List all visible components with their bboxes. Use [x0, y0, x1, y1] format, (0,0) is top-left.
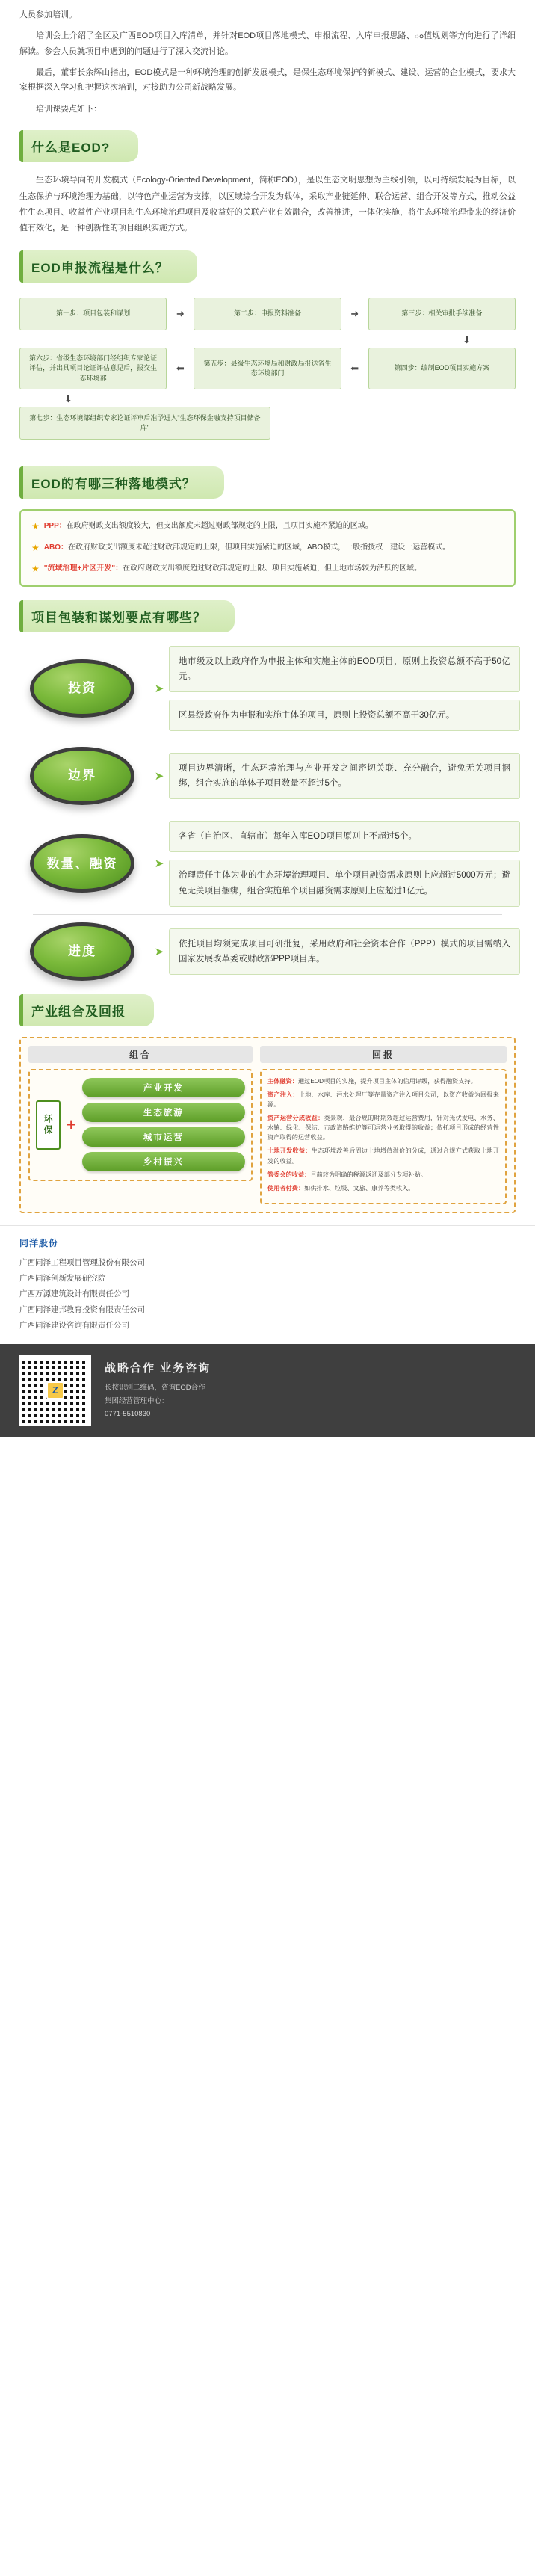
return-item [268, 1090, 499, 1109]
divider [33, 914, 502, 915]
industry-pill: 产业开发 [82, 1078, 245, 1097]
flow-step-1: 第一步：项目包装和谋划 [19, 298, 167, 330]
package-box: 区县级政府作为申报和实施主体的项目，原则上投资总额不高于30亿元。 [169, 700, 520, 731]
return-item-key: 资产注入： [268, 1091, 299, 1098]
intro-block [0, 0, 535, 117]
package-group-boundary [15, 747, 520, 805]
package-group-progress [15, 922, 520, 981]
section-heading-modes [0, 466, 535, 499]
return-item-key: 管委会的收益： [268, 1171, 311, 1178]
flow-arrow-right-icon: ➜ [176, 307, 185, 319]
mode-tag-abo: ABO： [43, 543, 68, 552]
plus-icon: + [67, 1115, 76, 1134]
company-item: 广西同泽工程项目管理股份有限公司 [19, 1257, 145, 1267]
intro-paragraph-1: 最后，董事长余辉山指出，EOD模式是一种环境治理的创新发展模式，是保生态环境保护的新模式、建设、运营的企业模式，要求大家根据深入学习和把握这次培训，对接助力公司新战略发展。 [19, 68, 516, 93]
contact-bar [0, 1344, 535, 1437]
what-is-eod-paragraph-0: 生态环境导向的开发模式（Ecology-Oriented Development，简称EOD），是以生态文明思想为主线引领，以可持续发展为目标，以生态保护与环境治理为基础，以特色产业运营为支撑，以区域综合开发为载体，采取产业链延伸、联合运营、组合开发等方式，推动公益性生态项目、收益性产业项目和生态环境治理项目及收益好的关联产业有效融合，改善推进，一体化实施，将生态环境治理带来的经济价值有效化，是一种创新性的项目组织实施方式。 [19, 176, 516, 233]
industry-pill: 乡村振兴 [82, 1152, 245, 1171]
return-item-key: 资产运营分成收益： [268, 1115, 324, 1121]
mode-text-ppp [44, 520, 373, 534]
flow-arrow-down-icon: ⬇ [463, 333, 471, 345]
footer-brand: 同洋股份 [0, 1225, 535, 1252]
return-item [268, 1183, 499, 1193]
flow-step-2: 第二步：申报资料准备 [194, 298, 341, 330]
return-item-key: 土地开发收益： [268, 1147, 312, 1155]
flow-arrow-right-icon: ➜ [350, 307, 359, 319]
company-item: 广西同泽建邦教育投资有限责任公司 [19, 1304, 145, 1314]
contact-line: 集团经营管理中心： [105, 1396, 169, 1405]
flow-step-4: 第四步：编制EOD项目实施方案 [368, 348, 516, 390]
package-label-wrap-quantity [15, 834, 149, 893]
mode-item-abo [31, 541, 504, 555]
industry-diagram [19, 1037, 516, 1213]
return-item-text: 土地、水库、污水处理厂等存量资产注入项目公司，以资产收益为回报来源。 [268, 1091, 499, 1108]
flow-arrow-left-icon: ⬅ [176, 363, 185, 375]
mode-text-basin [44, 562, 421, 576]
industry-combo-inner [28, 1069, 253, 1181]
flow-arrow-down-icon: ⬇ [64, 393, 72, 405]
star-icon: ★ [31, 521, 40, 532]
industry-combo-panel [28, 1046, 253, 1204]
industry-pill: 城市运营 [82, 1127, 245, 1147]
industry-pill: 生态旅游 [82, 1103, 245, 1122]
mode-desc-ppp: 在政府财政支出额度较大，但支出额度未超过财政部规定的上限，且项目实施不紧迫的区域。 [66, 522, 373, 531]
package-boxes-quantity [169, 821, 520, 906]
star-icon: ★ [31, 542, 40, 553]
package-label-wrap-investment [15, 659, 149, 718]
package-label-wrap-progress [15, 922, 149, 981]
section-heading-process [0, 250, 535, 283]
package-box: 地市级及以上政府作为申报主体和实施主体的EOD项目，原则上投资总额不高于50亿元。 [169, 646, 520, 692]
mode-desc-basin: 在政府财政支出额度超过财政部规定的上限、项目实施紧迫，但土地市场较为活跃的区域。 [123, 564, 422, 573]
section-title-what-is-eod: 什么是EOD? [19, 130, 138, 162]
return-item [268, 1146, 499, 1165]
mode-item-basin [31, 562, 504, 576]
flow-step-6: 第六步：省级生态环境部门经组织专家论证评估，并出具项目论证评估意见后，报交生态环境部 [19, 348, 167, 390]
company-item: 广西同泽创新发展研究院 [19, 1273, 106, 1283]
package-boxes-progress [169, 928, 520, 975]
flow-row-1 [19, 298, 516, 330]
section-heading-industry [0, 994, 535, 1026]
package-label-quantity: 数量、融资 [30, 834, 134, 893]
industry-return-list [260, 1069, 507, 1204]
package-label-investment: 投资 [30, 659, 134, 718]
return-item [268, 1170, 499, 1180]
package-label-boundary: 边界 [30, 747, 134, 805]
flow-row-3 [19, 407, 516, 440]
contact-line: 长按识别二维码，咨询EOD合作 [105, 1384, 205, 1393]
mode-item-ppp [31, 520, 504, 534]
mode-desc-abo: 在政府财政支出额度未超过财政部规定的上限，但项目实施紧迫的区域，ABO模式，一般指授权一建设一运营模式。 [68, 543, 451, 552]
qr-code[interactable] [19, 1355, 91, 1426]
return-item-text: 类景观、最合规的时期效超过运营费用，针对光伏发电、水务、水镇、绿化、保洁、市政道路维护等可运营业务取得的收益；依托项目形成的经营性资产取得的运营收益。 [268, 1115, 499, 1141]
connector-arrow-icon: ➤ [154, 945, 164, 958]
return-item-text: 通过EOD项目的实施，提升项目主体的信用评级，获得融资支持。 [297, 1077, 477, 1085]
package-diagram [0, 643, 535, 981]
contact-text-block [105, 1360, 211, 1421]
mode-text-abo [44, 541, 450, 555]
contact-phone: 0771-5510830 [105, 1410, 151, 1419]
what-is-eod-body [0, 173, 535, 237]
intro-paragraph-2: 培训课要点如下： [36, 104, 102, 114]
package-boxes-boundary [169, 753, 520, 799]
return-item-key: 使用者付费： [268, 1184, 305, 1192]
package-group-investment [15, 646, 520, 731]
industry-return-title: 回报 [260, 1046, 507, 1063]
section-title-industry: 产业组合及回报 [19, 994, 154, 1026]
return-item [268, 1076, 499, 1086]
process-flowchart [0, 293, 535, 454]
mode-tag-basin: "流域治理+片区开发"： [43, 564, 123, 573]
industry-env-label: 环保 [36, 1100, 61, 1150]
industry-return-panel [260, 1046, 507, 1204]
return-item [268, 1113, 499, 1142]
star-icon: ★ [31, 563, 40, 574]
package-box: 依托项目均须完成项目可研批复，采用政府和社会资本合作（PPP）模式的项目需纳入国家发展改革委或财政部PPP项目库。 [169, 928, 520, 975]
package-box: 项目边界清晰，生态环境治理与产业开发之间密切关联、充分融合，避免无关项目捆绑，组合实施的单体子项目数量不超过5个。 [169, 753, 520, 799]
package-group-quantity [15, 821, 520, 906]
section-heading-package [0, 600, 535, 632]
flow-row-2 [19, 348, 516, 390]
package-boxes-investment [169, 646, 520, 731]
connector-arrow-icon: ➤ [154, 770, 164, 783]
package-label-progress: 进度 [30, 922, 134, 981]
company-item: 广西同泽建设咨询有限责任公司 [19, 1320, 129, 1330]
return-item-text: 如供排水、垃圾、文旅、康养等类收入。 [304, 1184, 415, 1192]
company-item: 广西万源建筑设计有限责任公司 [19, 1289, 129, 1298]
intro-line0: 人员参加培训。 [19, 10, 77, 19]
modes-box [19, 509, 516, 587]
flow-arrow-left-icon: ⬅ [350, 363, 359, 375]
section-title-process: EOD申报流程是什么？ [19, 250, 197, 283]
footer-company-list [0, 1252, 535, 1344]
return-item-key: 主体融资： [268, 1077, 298, 1085]
connector-arrow-icon: ➤ [154, 857, 164, 871]
package-box: 治理责任主体为业的生态环境治理项目、单个项目融资需求原则上应超过5000万元；避免无关项目捆绑，组合实施单个项目融资需求原则上应超过1亿元。 [169, 860, 520, 906]
intro-paragraph-0: 培训会上介绍了全区及广西EOD项目入库清单，并针对EOD项目落地模式、申报流程、入库申报思路、ం值规划等方向进行了详细解读。参会人员就项目申遇到的问题进行了深入交流讨论。 [19, 31, 516, 56]
section-title-modes: EOD的有哪三种落地模式？ [19, 466, 224, 499]
section-title-package: 项目包装和谋划要点有哪些？ [19, 600, 235, 632]
qr-code-logo: Z [46, 1381, 64, 1399]
flow-step-7: 第七步：生态环境部组织专家论证评审后准予进入"生态环保金融支持项目储备库" [19, 407, 270, 440]
package-label-wrap-boundary [15, 747, 149, 805]
section-heading-what-is-eod [0, 130, 535, 162]
industry-combo-title: 组合 [28, 1046, 253, 1063]
return-item-text: 目前较为明确的税源返还及部分专项补贴。 [310, 1171, 427, 1178]
package-box: 各省（自治区、直辖市）每年入库EOD项目原则上不超过5个。 [169, 821, 520, 852]
flow-step-5: 第五步：县级生态环境局和财政局报送省生态环境部门 [194, 348, 341, 390]
mode-tag-ppp: PPP： [43, 522, 67, 531]
contact-title: 战略合作 业务咨询 [105, 1362, 211, 1375]
flow-step-3: 第三步：相关审批手续准备 [368, 298, 516, 330]
industry-pill-list [82, 1078, 245, 1171]
return-item-text: 生态环境改善后周边土地增值溢价的分成，通过合规方式获取土地开发的收益。 [268, 1147, 499, 1165]
connector-arrow-icon: ➤ [154, 682, 164, 696]
